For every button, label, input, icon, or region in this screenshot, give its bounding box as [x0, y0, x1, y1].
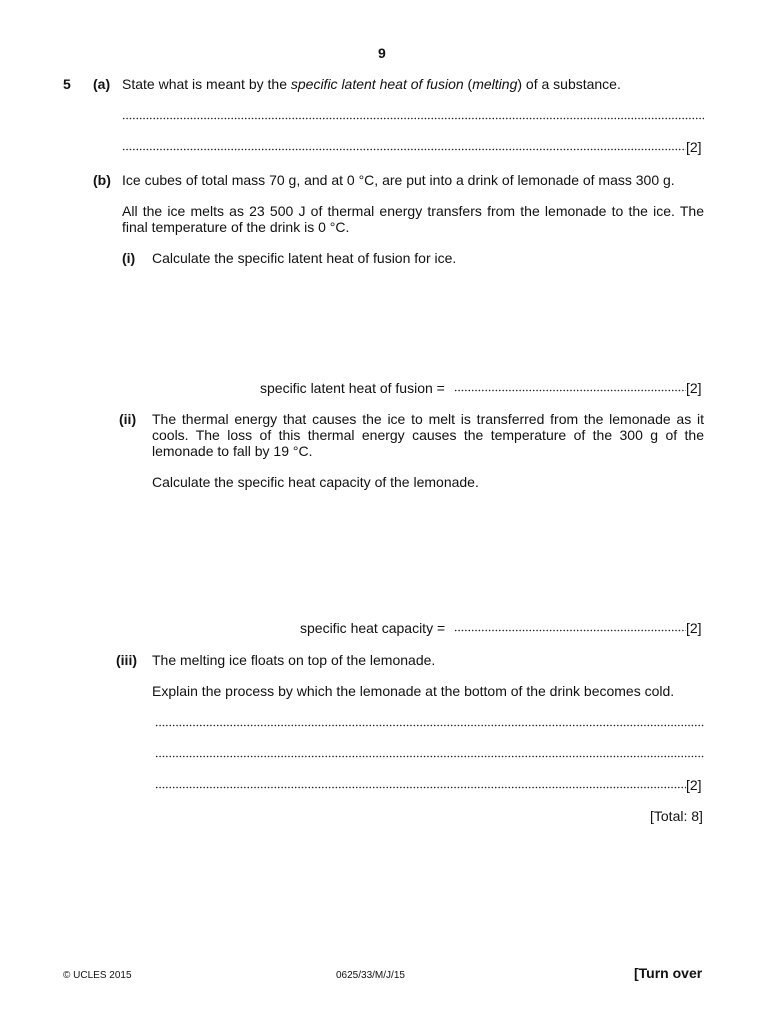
answer-label-heat-capacity: specific heat capacity =	[300, 620, 446, 636]
part-b-iii-label: (iii)	[116, 652, 137, 668]
total-marks: [Total: 8]	[650, 808, 703, 824]
part-a-label: (a)	[93, 76, 111, 92]
marks-b-iii: [2]	[686, 777, 702, 793]
answer-line[interactable]	[454, 384, 686, 392]
part-b-ii-label: (ii)	[119, 411, 137, 427]
footer-paper-code: 0625/33/M/J/15	[336, 970, 405, 981]
part-b-iii-text: The melting ice floats on top of the lemonade.	[152, 652, 436, 668]
footer-copyright: © UCLES 2015	[63, 970, 132, 981]
answer-line[interactable]	[155, 750, 704, 758]
marks-b-ii: [2]	[686, 620, 702, 636]
marks-b-i: [2]	[686, 380, 702, 396]
marks-a: [2]	[686, 139, 702, 155]
part-b-iii-explain: Explain the process by which the lemonade at the bottom of the drink becomes cold.	[152, 683, 675, 699]
turn-over: [Turn over	[634, 965, 703, 981]
part-b-intro: Ice cubes of total mass 70 g, and at 0 °C, are put into a drink of lemonade of mass 300 g.	[122, 172, 675, 188]
part-b-ii-calc: Calculate the specific heat capacity of the lemonade.	[152, 474, 479, 490]
part-b-paragraph: All the ice melts as 23 500 J of thermal energy transfers from the lemonade to the ice. The final temperature of the drink is 0 °C.	[122, 203, 704, 235]
page-number: 9	[378, 45, 386, 61]
question-number: 5	[63, 76, 71, 92]
part-b-i-label: (i)	[122, 250, 136, 266]
part-b-label: (b)	[93, 172, 111, 188]
part-b-i-text: Calculate the specific latent heat of fusion for ice.	[152, 250, 457, 266]
answer-line[interactable]	[122, 112, 704, 120]
part-a-prompt: State what is meant by the specific latent heat of fusion (melting) of a substance.	[122, 76, 621, 92]
answer-line[interactable]	[454, 624, 686, 632]
answer-line[interactable]	[155, 781, 686, 789]
answer-line[interactable]	[122, 143, 686, 151]
answer-line[interactable]	[155, 719, 704, 727]
part-b-ii-text: The thermal energy that causes the ice to melt is transferred from the lemonade as it cools. The loss of this thermal energy causes the temperature of the 300 g of the lemonade to fall by 19 °C.	[152, 411, 704, 459]
answer-label-latent-heat: specific latent heat of fusion =	[260, 380, 445, 396]
